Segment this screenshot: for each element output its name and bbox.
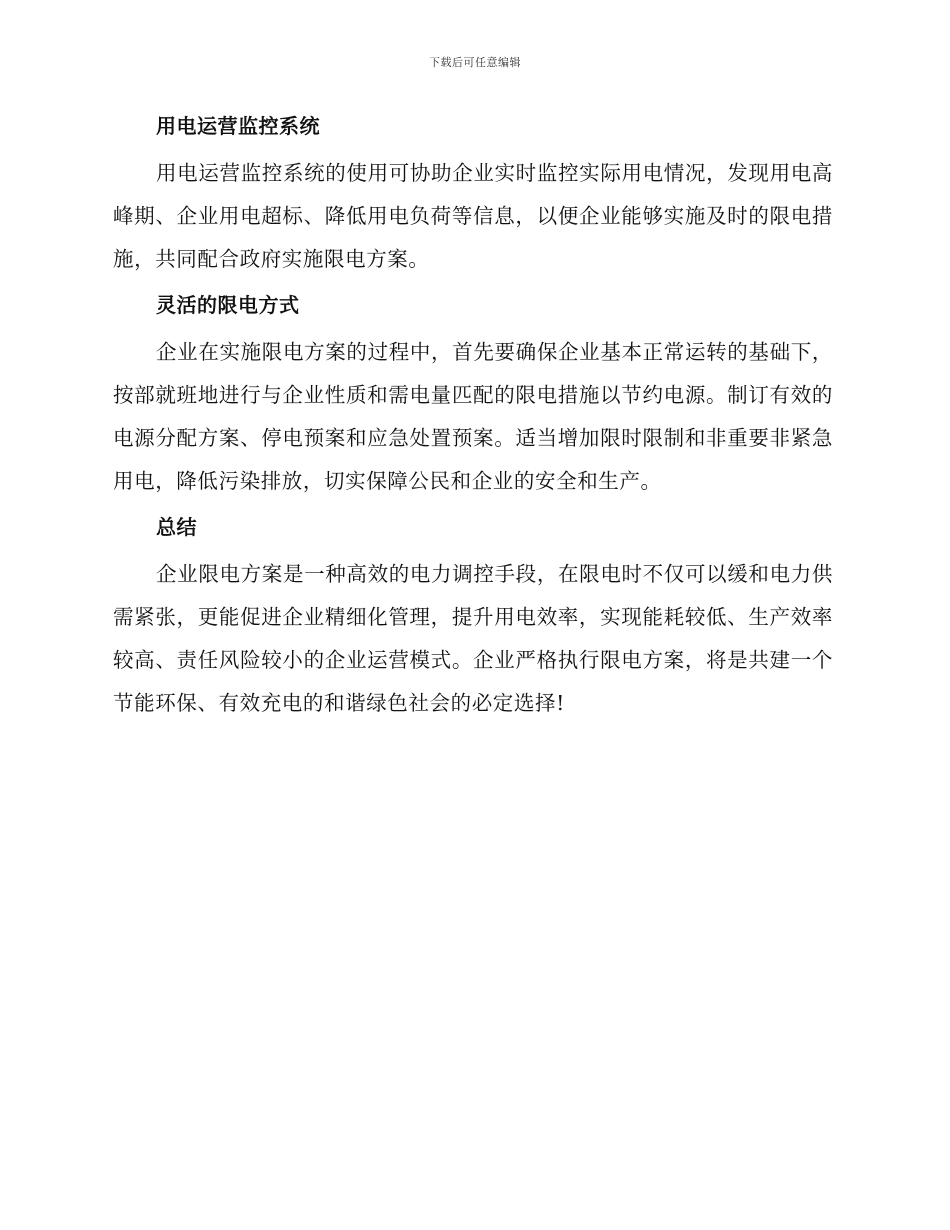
section-paragraph: 用电运营监控系统的使用可协助企业实时监控实际用电情况，发现用电高峰期、企业用电超标、降低用电负荷等信息，以便企业能够实施及时的限电措施，共同配合政府实施限电方案。 bbox=[113, 161, 833, 271]
section-title: 用电运营监控系统 bbox=[156, 114, 320, 138]
section-title: 灵活的限电方式 bbox=[156, 293, 300, 317]
section-monitoring-system bbox=[113, 110, 833, 281]
section-flexible-methods bbox=[113, 289, 833, 503]
section-paragraph: 企业在实施限电方案的过程中，首先要确保企业基本正常运转的基础下，按部就班地进行与企业性质和需电量匹配的限电措施以节约电源。制订有效的电源分配方案、停电预案和应急处置预案。适当增加限时限制和非重要非紧急用电，降低污染排放，切实保障公民和企业的安全和生产。 bbox=[113, 340, 833, 493]
section-title: 总结 bbox=[156, 515, 197, 539]
section-paragraph: 企业限电方案是一种高效的电力调控手段，在限电时不仅可以缓和电力供需紧张，更能促进企业精细化管理，提升用电效率，实现能耗较低、生产效率较高、责任风险较小的企业运营模式。企业严格执行限电方案，将是共建一个节能环保、有效充电的和谐绿色社会的必定选择! bbox=[113, 562, 833, 715]
section-summary bbox=[113, 511, 833, 725]
page-header: 下载后可任意编辑 bbox=[429, 56, 521, 69]
document-body bbox=[113, 110, 833, 733]
